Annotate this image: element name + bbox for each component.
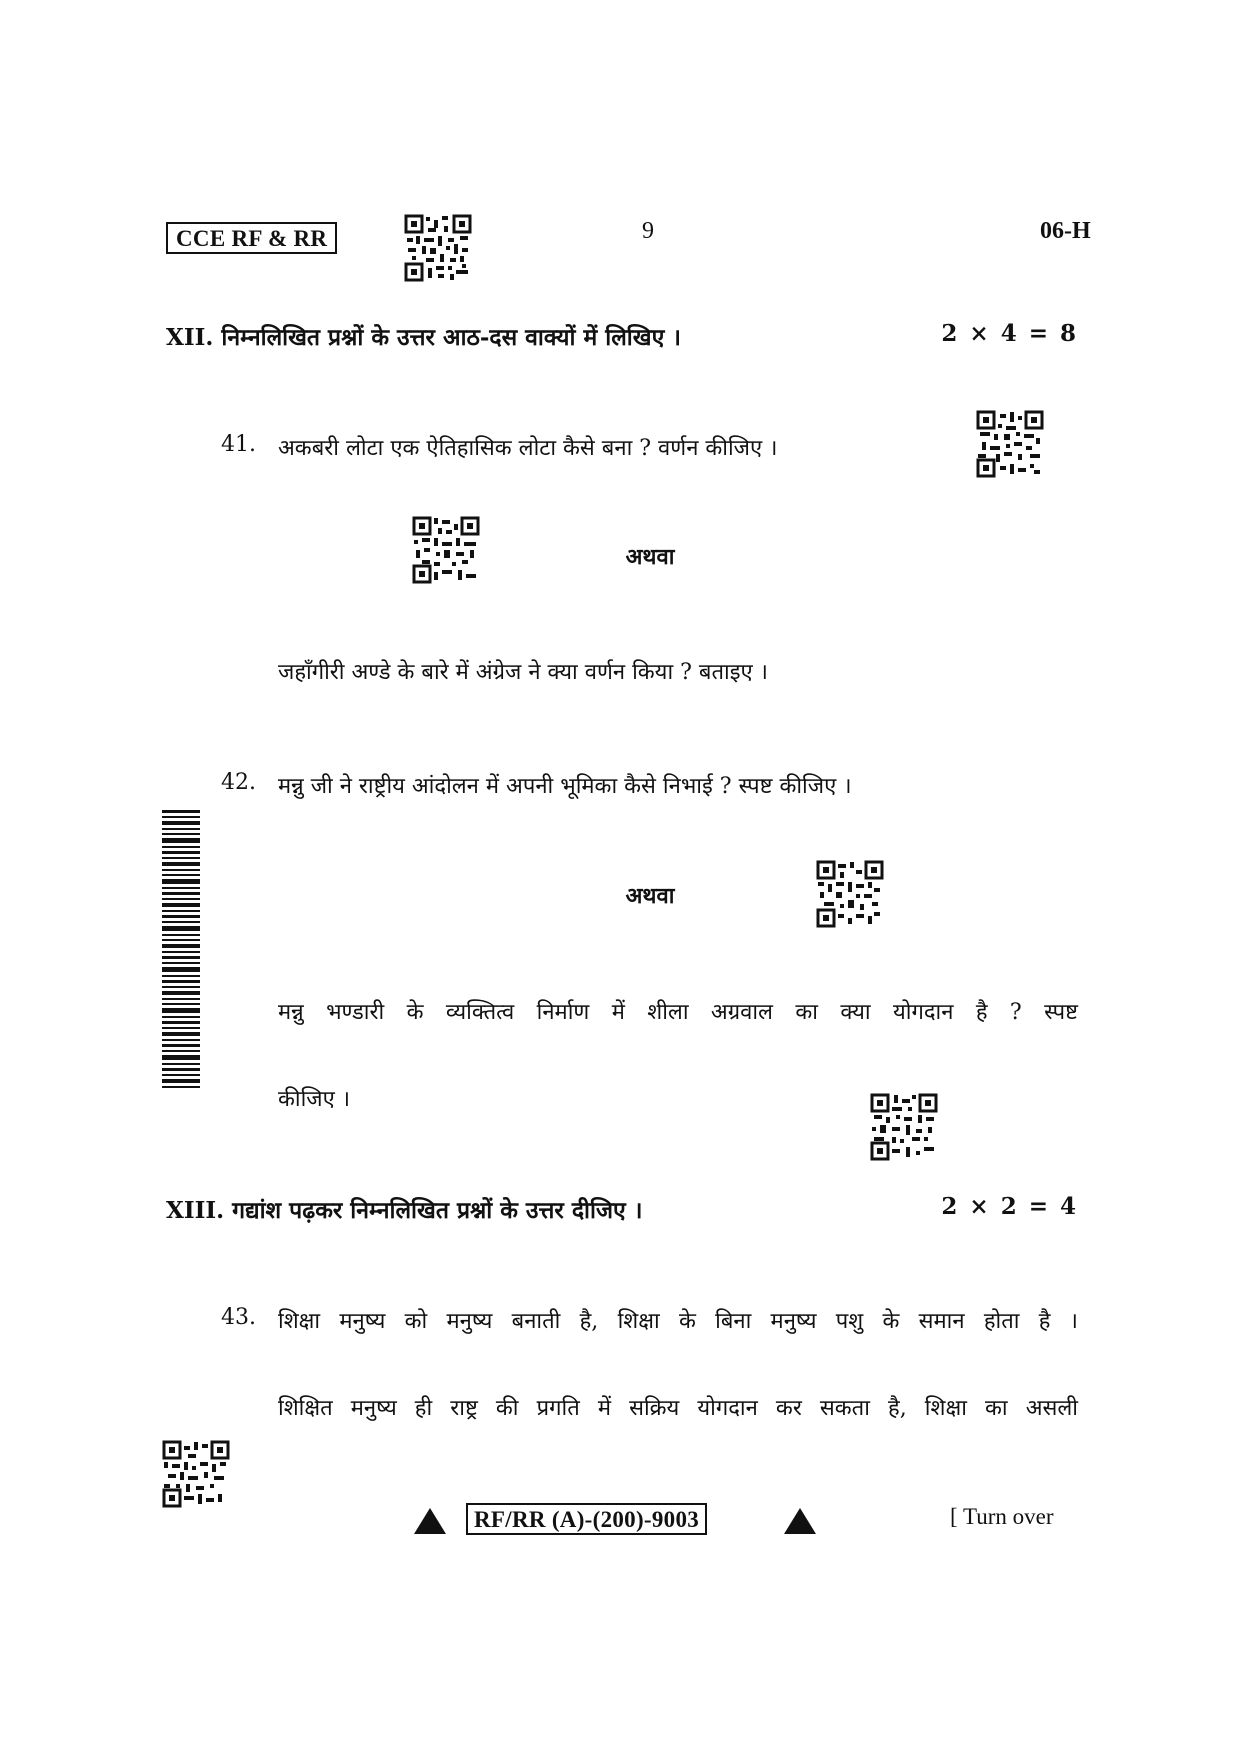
section-xii-marks: 2 × 4 = 8 [941,320,1076,347]
barcode-icon [162,810,200,1092]
turn-over-label: [ Turn over [950,1504,1054,1529]
triangle-marker-icon [414,1508,446,1534]
page-number: 9 [642,218,654,244]
question-43-line1: शिक्षा मनुष्य को मनुष्य बनाती है, शिक्षा के बिना मनुष्य पशु के समान होता है । [278,1309,1078,1334]
qr-code-icon [404,214,472,282]
qr-code-graphic [816,860,884,928]
footer-paper-code: RF/RR (A)-(200)-9003 [466,1503,707,1535]
question-42-alternate-text-line2: कीजिए । [278,1087,351,1112]
question-43-line2: शिक्षित मनुष्य ही राष्ट्र की प्रगति में सक्रिय योगदान कर सकता है, शिक्षा का असली [278,1396,1078,1421]
qr-code-graphic [870,1093,938,1161]
question-42-or-label: अथवा [625,883,675,909]
question-41-text: अकबरी लोटा एक ऐतिहासिक लोटा कैसे बना ? वर्णन कीजिए । [278,436,778,461]
header-box-label: CCE RF & RR [166,222,337,254]
paper-code: 06-H [1040,218,1091,244]
triangle-marker-icon [784,1508,816,1534]
question-42-alternate-text-line1: मन्नु भण्डारी के व्यक्तित्व निर्माण में शीला अग्रवाल का क्या योगदान है ? स्पष्ट [278,1000,1078,1025]
qr-code-graphic [404,214,472,282]
section-xiii-marks: 2 × 2 = 4 [941,1193,1076,1220]
qr-code-icon [976,410,1044,478]
question-42-text: मन्नु जी ने राष्ट्रीय आंदोलन में अपनी भूमिका कैसे निभाई ? स्पष्ट कीजिए । [278,774,852,799]
question-42-number: 42. [221,770,256,795]
question-41-alternate-text: जहाँगीरी अण्डे के बारे में अंग्रेज ने क्या वर्णन किया ? बताइए । [278,660,769,685]
question-43-number: 43. [221,1305,256,1330]
qr-code-icon [162,1440,230,1508]
qr-code-graphic [162,1440,230,1508]
qr-code-icon [412,516,480,584]
section-xii-title: XII. निम्नलिखित प्रश्नों के उत्तर आठ-दस वाक्यों में लिखिए । [166,324,682,351]
question-41-number: 41. [221,432,256,457]
section-xiii-title: XIII. गद्यांश पढ़कर निम्नलिखित प्रश्नों के उत्तर दीजिए । [166,1197,643,1224]
question-41-or-label: अथवा [625,544,675,570]
qr-code-graphic [976,410,1044,478]
barcode-graphic [162,810,200,1088]
qr-code-icon [870,1093,938,1161]
qr-code-graphic [412,516,480,584]
qr-code-icon [816,860,884,928]
